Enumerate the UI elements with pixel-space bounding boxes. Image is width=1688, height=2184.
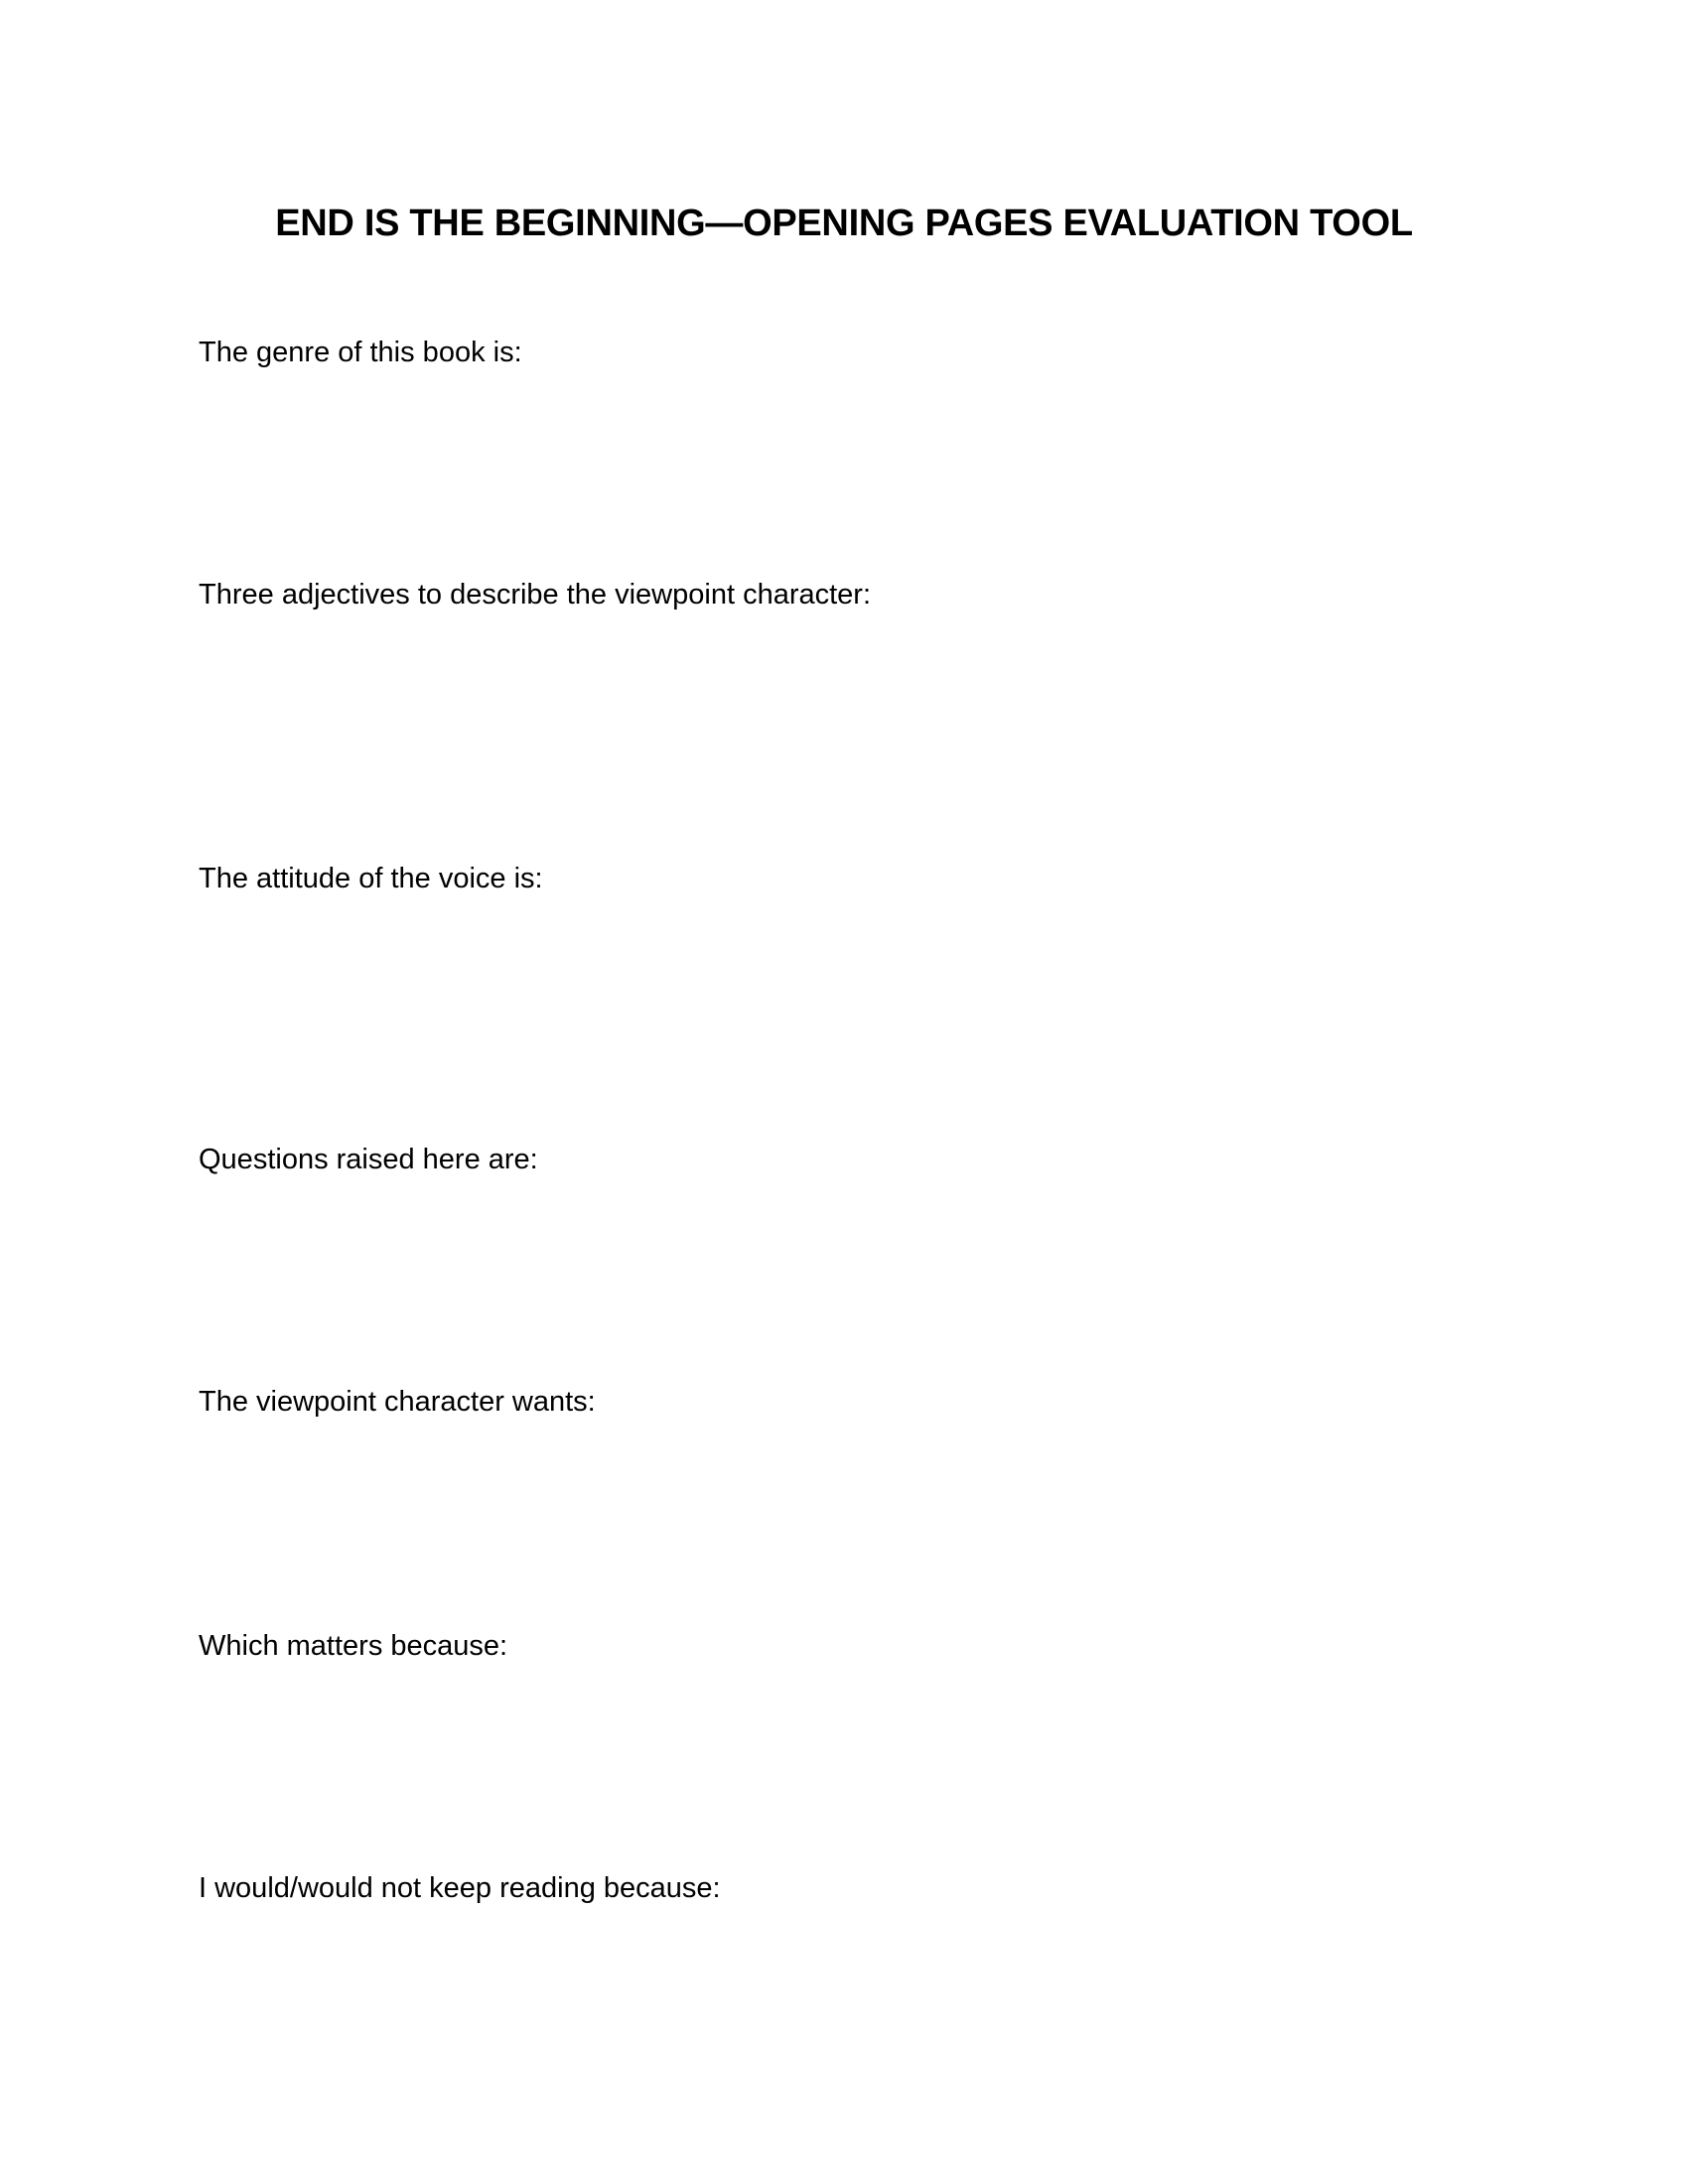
prompt-character-wants: The viewpoint character wants: bbox=[199, 1386, 596, 1418]
prompt-voice-attitude: The attitude of the voice is: bbox=[199, 863, 543, 894]
prompt-questions-raised: Questions raised here are: bbox=[199, 1144, 538, 1175]
prompt-character-adjectives: Three adjectives to describe the viewpoint character: bbox=[199, 579, 872, 611]
prompt-genre: The genre of this book is: bbox=[199, 337, 522, 368]
prompt-why-it-matters: Which matters because: bbox=[199, 1630, 508, 1662]
prompt-keep-reading: I would/would not keep reading because: bbox=[199, 1872, 721, 1904]
page-title: END IS THE BEGINNING—OPENING PAGES EVALUATION TOOL bbox=[275, 203, 1413, 244]
